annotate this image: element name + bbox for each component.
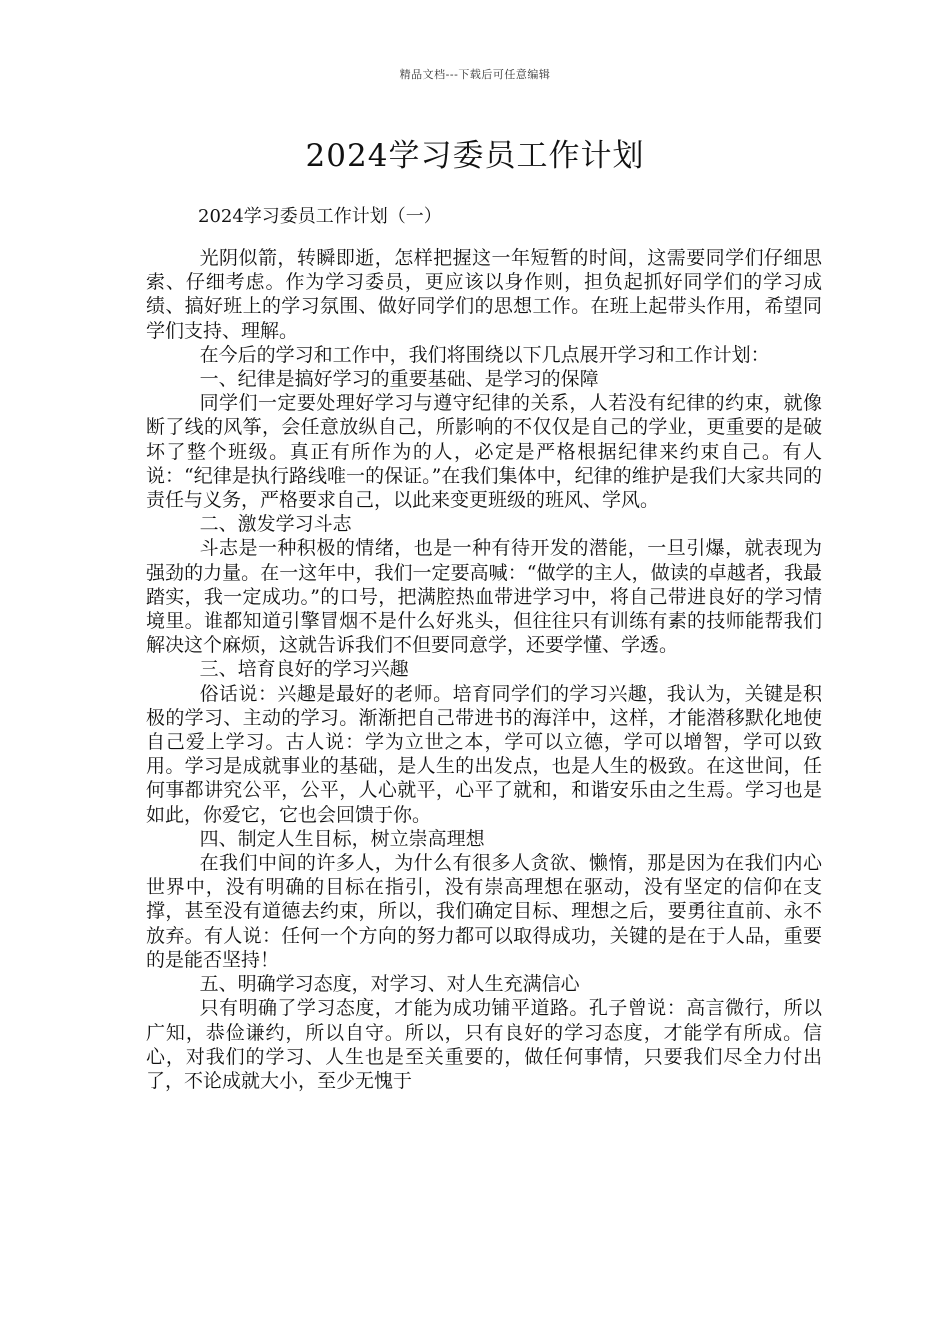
section-heading-3: 三、培育良好的学习兴趣: [199, 658, 409, 681]
paragraph-section-5: 只有明确了学习态度，才能为成功铺平道路。孔子曾说：高言微行，所以广知，恭俭谦约，所以自守。所以，只有良好的学习态度，才能学有所成。信心，对我们的学习、人生也是至关重要的，做任何事情，只要我们尽全力付出了，不论成就大小，至少无愧于: [146, 997, 822, 1092]
section-heading-4: 四、制定人生目标，树立崇高理想: [199, 827, 485, 850]
section-heading-2: 二、激发学习斗志: [199, 513, 352, 536]
paragraph-section-1: 同学们一定要处理好学习与遵守纪律的关系，人若没有纪律的约束，就像断了线的风筝，会任意放纵自己，所影响的不仅仅是自己的学业，更重要的是破坏了整个班级。真正有所作为的人，必定是严格根据纪律来约束自己。有人说：“纪律是执行路线唯一的保证。”在我们集体中，纪律的维护是我们大家共同的责任与义务，严格要求自己，以此来变更班级的班风、学风。: [146, 392, 822, 512]
header-note: 精品文档---下载后可任意编辑: [399, 68, 551, 81]
paragraph-intro: 光阴似箭，转瞬即逝，怎样把握这一年短暂的时间，这需要同学们仔细思索、仔细考虑。作为学习委员，更应该以身作则，担负起抓好同学们的学习成绩、搞好班上的学习氛围、做好同学们的思想工作。在班上起带头作用，希望同学们支持、理解。: [146, 247, 822, 342]
section-heading-1: 一、纪律是搞好学习的重要基础、是学习的保障: [199, 368, 599, 391]
document-subtitle: 2024学习委员工作计划（一）: [198, 206, 442, 227]
paragraph-plan-lead: 在今后的学习和工作中，我们将围绕以下几点展开学习和工作计划：: [199, 343, 770, 366]
paragraph-section-3: 俗话说：兴趣是最好的老师。培育同学们的学习兴趣，我认为，关键是积极的学习、主动的学习。渐渐把自己带进书的海洋中，这样，才能潜移默化地使自己爱上学习。古人说：学为立世之本，学可以立德，学可以增智，学可以致用。学习是成就事业的基础，是人生的出发点，也是人生的极致。在这世间，任何事都讲究公平，公平，人心就平，心平了就和，和谐安乐由之生焉。学习也是如此，你爱它，它也会回馈于你。: [146, 682, 822, 826]
paragraph-section-4: 在我们中间的许多人，为什么有很多人贪欲、懒惰，那是因为在我们内心世界中，没有明确的目标在指引，没有崇高理想在驱动，没有坚定的信仰在支撑，甚至没有道德去约束，所以，我们确定目标、理想之后，要勇往直前、永不放弃。有人说：任何一个方向的努力都可以取得成功，关键的是在于人品，重要的是能否坚持！: [146, 852, 822, 971]
paragraph-section-2: 斗志是一种积极的情绪，也是一种有待开发的潜能，一旦引爆，就表现为强劲的力量。在一这年中，我们一定要高喊：“做学的主人，做读的卓越者，我最踏实，我一定成功。”的口号，把满腔热血带进学习中，将自己带进良好的学习情境里。谁都知道引擎冒烟不是什么好兆头，但往往只有训练有素的技师能帮我们解决这个麻烦，这就告诉我们不但要同意学，还要学懂、学透。: [146, 537, 822, 657]
document-body: [146, 246, 822, 1093]
section-heading-5: 五、明确学习态度，对学习、对人生充满信心: [199, 973, 580, 996]
document-title: 2024学习委员工作计划: [305, 138, 645, 174]
